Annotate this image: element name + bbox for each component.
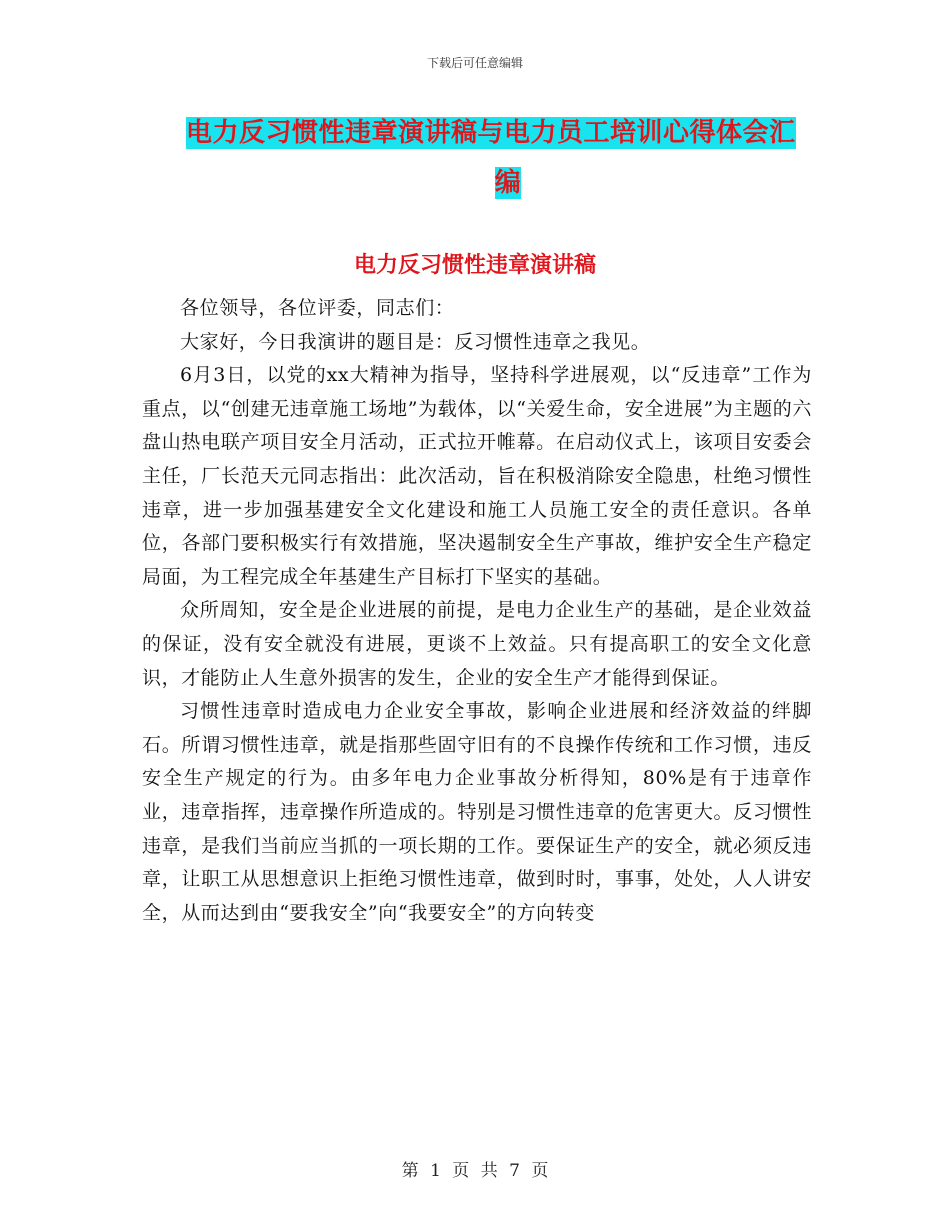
header-note: 下载后可任意编辑	[426, 56, 523, 70]
document-title	[186, 108, 806, 208]
paragraph-safety: 众所周知，安全是企业进展的前提，是电力企业生产的基础，是企业效益的保证，没有安全就没有进展，更谈不上效益。只有提高职工的安全文化意识，才能防止人生意外损害的发生，企业的安全生产才能得到保证。	[142, 599, 812, 689]
body-text	[142, 292, 812, 930]
paragraph-greeting: 各位领导，各位评委，同志们：	[180, 297, 455, 319]
section-title: 电力反习惯性违章演讲稿	[353, 253, 596, 278]
page-footer: 第 1 页 共 7 页	[401, 1161, 549, 1181]
title-line-2: 编	[494, 168, 522, 198]
paragraph-habitual-violation: 习惯性违章时造成电力企业安全事故，影响企业进展和经济效益的绊脚石。所谓习惯性违章，就是指那些固守旧有的不良操作传统和工作习惯，违反安全生产规定的行为。由多年电力企业事故分析得知，80%是有于违章作业，违章指挥，违章操作所造成的。特别是习惯性违章的危害更大。反习惯性违章，是我们当前应当抓的一项长期的工作。要保证生产的安全，就必须反违章，让职工从思想意识上拒绝习惯性违章，做到时时，事事，处处，人人讲安全，从而达到由“要我安全”向“我要安全”的方向转变	[142, 700, 812, 924]
paragraph-intro: 大家好，今日我演讲的题目是：反习惯性违章之我见。	[180, 330, 651, 353]
title-line-1: 电力反习惯性违章演讲稿与电力员工培训心得体会汇	[186, 118, 796, 148]
paragraph-event: 6月3日，以党的xx大精神为指导，坚持科学进展观，以“反违章”工作为重点，以“创建无违章施工场地”为载体，以“关爱生命，安全进展”为主题的六盘山热电联产项目安全月活动，正式拉开帷幕。在启动仪式上，该项目安委会主任，厂长范天元同志指出：此次活动，旨在积极消除安全隐患，杜绝习惯性违章，进一步加强基建安全文化建设和施工人员施工安全的责任意识。各单位，各部门要积极实行有效措施，坚决遏制安全生产事故，维护安全生产稳定局面，为工程完成全年基建生产目标打下坚实的基础。	[142, 364, 812, 588]
